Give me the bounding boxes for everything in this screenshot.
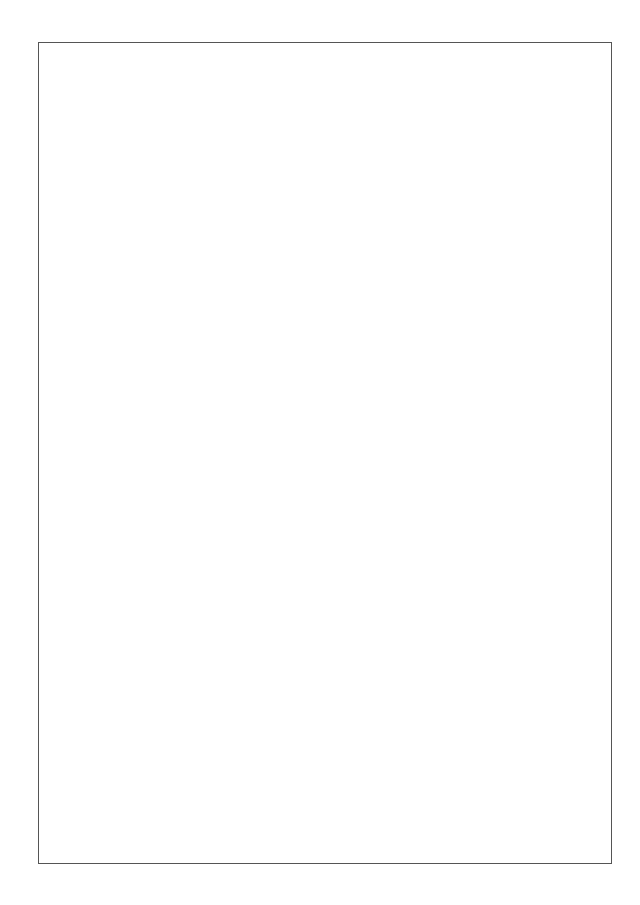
data-table [38,42,612,864]
